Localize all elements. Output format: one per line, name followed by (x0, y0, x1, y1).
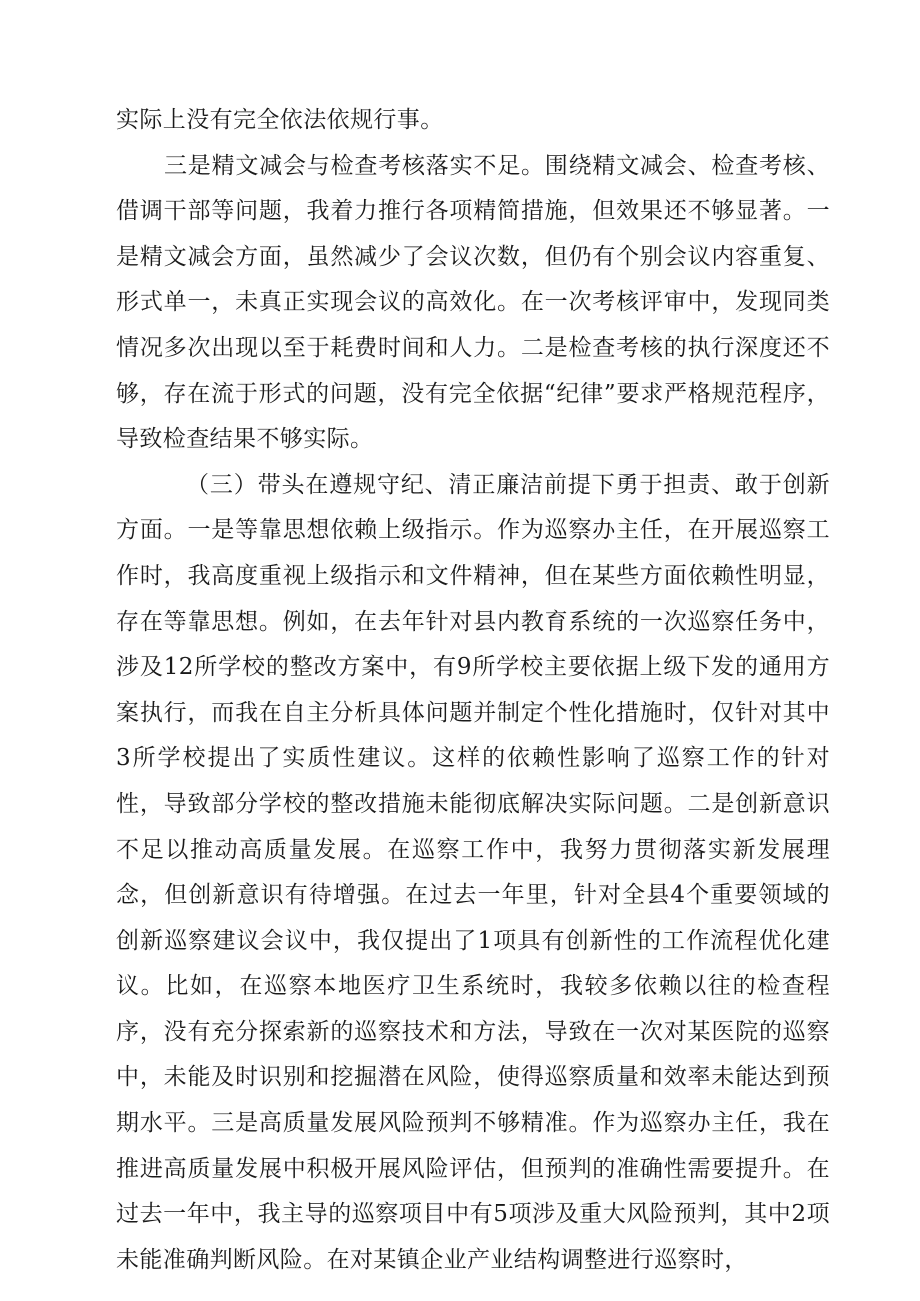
document-body (116, 98, 830, 1283)
paragraph-section-three: （三）带头在遵规守纪、清正廉洁前提下勇于担责、敢于创新方面。一是等靠思想依赖上级指示。作为巡察办主任，在开展巡察工作时，我高度重视上级指示和文件精神，但在某些方面依赖性明显，存在等靠思想。例如，在去年针对县内教育系统的一次巡察任务中，涉及12所学校的整改方案中，有9所学校主要依据上级下发的通用方案执行，而我在自主分析具体问题并制定个性化措施时，仅针对其中3所学校提出了实质性建议。这样的依赖性影响了巡察工作的针对性，导致部分学校的整改措施未能彻底解决实际问题。二是创新意识不足以推动高质量发展。在巡察工作中，我努力贯彻落实新发展理念，但创新意识有待增强。在过去一年里，针对全县4个重要领域的创新巡察建议会议中，我仅提出了1项具有创新性的工作流程优化建议。比如，在巡察本地医疗卫生系统时，我较多依赖以往的检查程序，没有充分探索新的巡察技术和方法，导致在一次对某医院的巡察中，未能及时识别和挖掘潜在风险，使得巡察质量和效率未能达到预期水平。三是高质量发展风险预判不够精准。作为巡察办主任，我在推进高质量发展中积极开展风险评估，但预判的准确性需要提升。在过去一年中，我主导的巡察项目中有5项涉及重大风险预判，其中2项未能准确判断风险。在对某镇企业产业结构调整进行巡察时， (116, 471, 830, 1273)
paragraph-continuation: 实际上没有完全依法依规行事。 (116, 107, 444, 133)
paragraph-third-point: 三是精文减会与检查考核落实不足。围绕精文减会、检查考核、借调干部等问题，我着力推行各项精简措施，但效果还不够显著。一是精文减会方面，虽然减少了会议次数，但仍有个别会议内容重复、形式单一，未真正实现会议的高效化。在一次考核评审中，发现同类情况多次出现以至于耗费时间和人力。二是检查考核的执行深度还不够，存在流于形式的问题，没有完全依据“纪律”要求严格规范程序，导致检查结果不够实际。 (116, 152, 830, 453)
